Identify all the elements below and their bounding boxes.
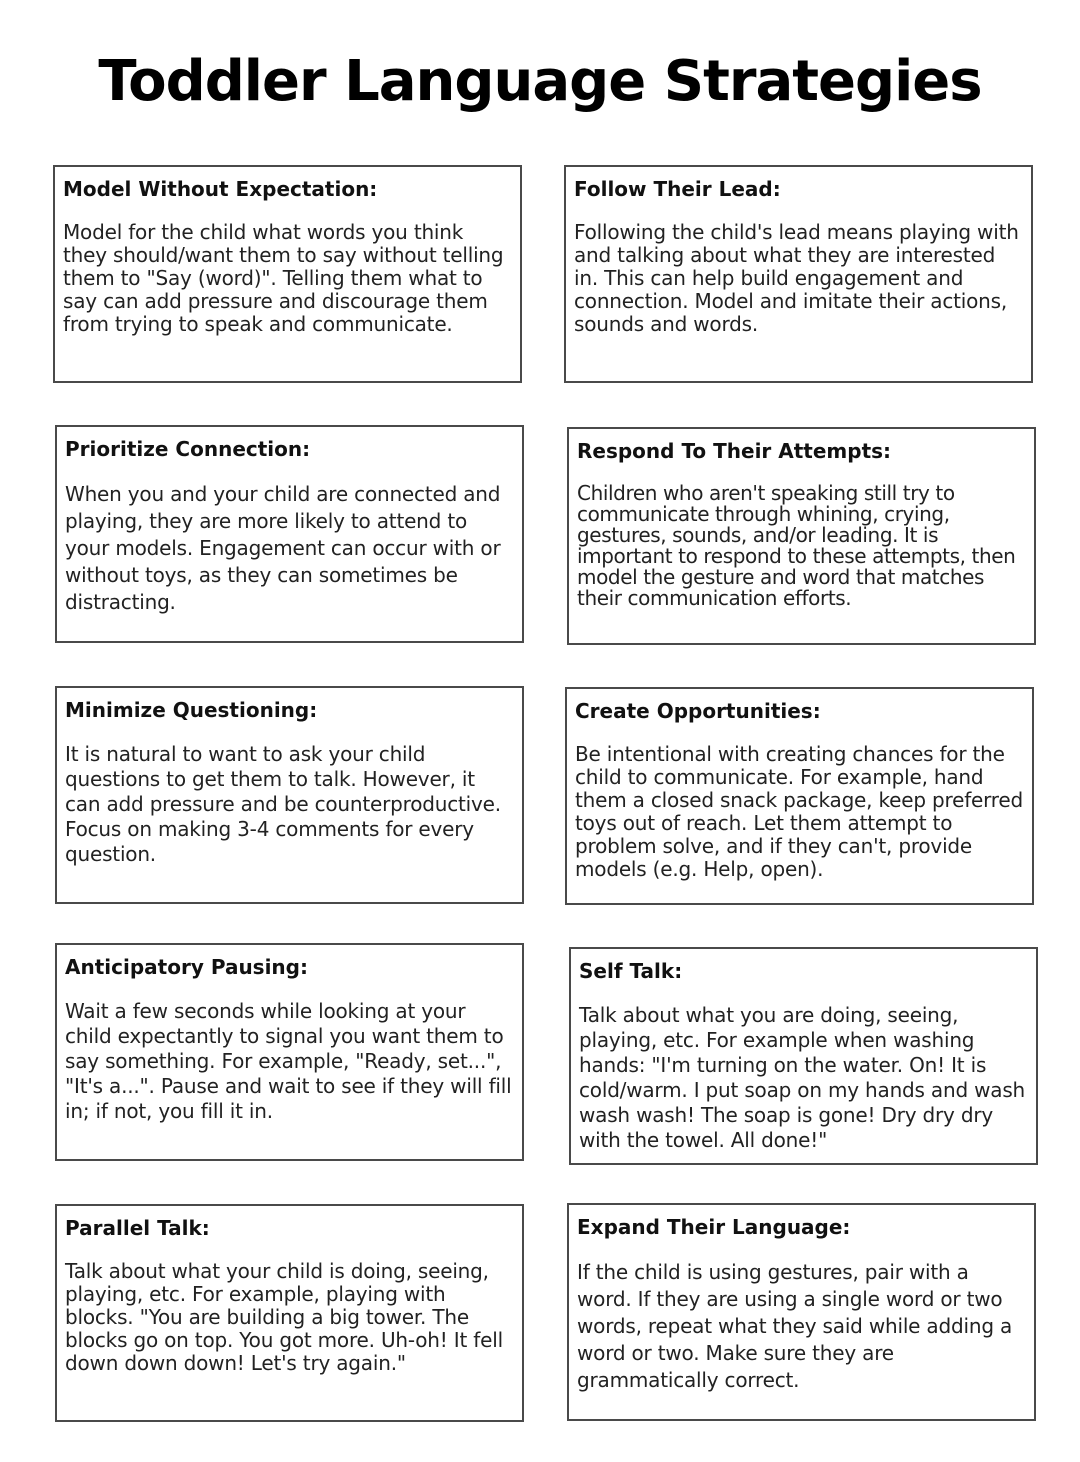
card-heading: Anticipatory Pausing: [65,955,308,979]
card-body: If the child is using gestures, pair with a word. If they are using a single word or two words, repeat what they said while adding a word or two. Make sure they are grammatically correct. [577,1260,1013,1392]
strategy-card-minimize-questioning [55,686,524,904]
page-title: Toddler Language Strategies [98,49,982,114]
card-body: Talk about what you are doing, seeing, playing, etc. For example when washing hands: "I'm turning on the water. On! It is cold/warm. I put soap on my hands and wash wash wash! The soap is gone! Dry dry dry with the towel. All done!" [579,1003,1026,1152]
card-heading: Minimize Questioning: [65,698,318,722]
card-body: Model for the child what words you think they should/want them to say without telling them to "Say (word)". Telling them what to say can add pressure and discourage them from trying to speak and communicate. [63,220,504,336]
strategy-card-follow-their-lead [564,165,1033,383]
card-heading: Respond To Their Attempts: [577,439,892,463]
card-body: When you and your child are connected and playing, they are more likely to attend to your models. Engagement can occur with or without toys, as they can sometimes be distracting. [65,482,501,614]
strategy-card-create-opportunities [565,687,1034,905]
card-heading: Parallel Talk: [65,1216,210,1240]
card-body: Be intentional with creating chances for the child to communicate. For example, hand them a closed snack package, keep preferred toys out of reach. Let them attempt to problem solve, and if they can't, provide models (e.g. Help, open). [575,742,1023,881]
card-heading: Create Opportunities: [575,699,821,723]
card-heading: Follow Their Lead: [574,177,781,201]
strategy-card-prioritize-connection [55,425,524,643]
card-body: Following the child's lead means playing with and talking about what they are interested in. This can help build engagement and connection. Model and imitate their actions, sounds and words. [574,220,1019,336]
card-body: Children who aren't speaking still try to communicate through whining, crying, gestures, sounds, and/or leading. It is important to respond to these attempts, then model the gesture and word that matches their communication efforts. [577,481,1016,610]
card-body: Wait a few seconds while looking at your child expectantly to signal you want them to say something. For example, "Ready, set...", "It's a...". Pause and wait to see if they will fill in; if not, you fill it in. [65,999,512,1123]
strategy-card-self-talk [569,947,1038,1165]
strategy-card-anticipatory-pausing [55,943,524,1161]
card-heading: Prioritize Connection: [65,437,311,461]
strategy-card-respond-to-their-attempts [567,427,1036,645]
card-heading: Expand Their Language: [577,1215,851,1239]
card-body: Talk about what your child is doing, seeing, playing, etc. For example, playing with blocks. "You are building a big tower. The blocks go on top. You got more. Uh-oh! It fell down down down! Let's try again." [65,1259,503,1375]
strategy-card-model-without-expectation [53,165,522,383]
strategy-card-parallel-talk [55,1204,524,1422]
card-heading: Model Without Expectation: [63,177,378,201]
card-heading: Self Talk: [579,959,683,983]
card-body: It is natural to want to ask your child questions to get them to talk. However, it can add pressure and be counterproductive. Focus on making 3-4 comments for every question. [65,742,501,866]
strategy-card-expand-their-language [567,1203,1036,1421]
